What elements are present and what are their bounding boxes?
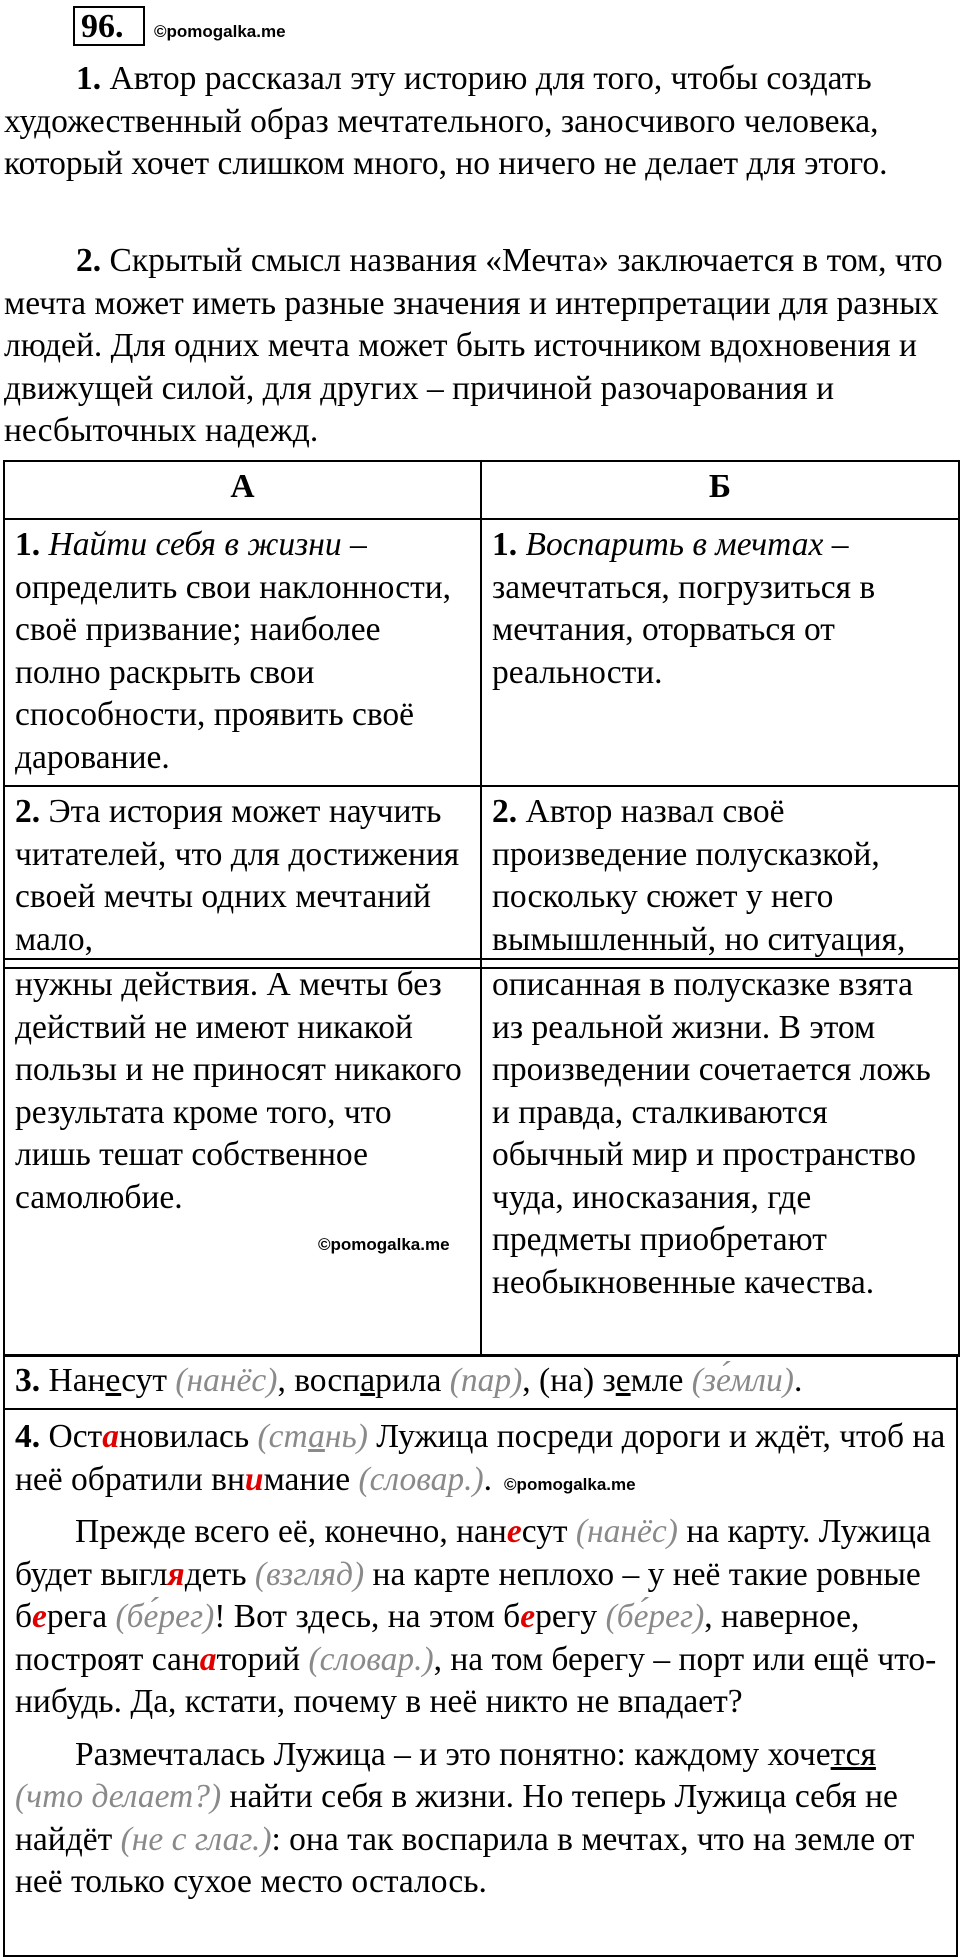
word-text: ! Вот здесь, на этом б (214, 1598, 521, 1635)
highlighted-letter: е (506, 1513, 522, 1550)
answer-1-text: Автор рассказал эту историю для того, чтобы создать художественный образ мечтательного, заносчивого человека, который хочет слишком много, но ничего не делает для этого. (4, 60, 888, 182)
table-row (4, 519, 959, 786)
cell-b2 (481, 786, 959, 968)
hint-part: а (308, 1418, 325, 1455)
word-text: новилась (118, 1418, 258, 1455)
word-text: Ост (48, 1418, 103, 1455)
word-text: з (602, 1362, 616, 1399)
word-text: регу (535, 1598, 606, 1635)
item-4-paragraph-3 (15, 1734, 946, 1904)
hint-part: (ст (257, 1418, 309, 1455)
item-3 (3, 1354, 958, 1410)
check-word: (бе́рег) (605, 1598, 705, 1635)
table-row (4, 786, 959, 968)
exercise-number: 96. (73, 6, 145, 46)
word-text: сут (521, 1513, 576, 1550)
check-word: (что делает?) (15, 1778, 222, 1815)
watermark-top: ©pomogalka.me (154, 22, 286, 41)
word-text: , наверное, построят сан (15, 1598, 860, 1678)
item-4-line-1 (15, 1416, 946, 1501)
word-text: Лужица посреди дороги и ждёт, чтоб на неё обратили вн (15, 1418, 946, 1498)
word-text: деть (184, 1555, 255, 1593)
underlined-vowel: е (615, 1362, 631, 1399)
item-4-number: 4. (15, 1418, 41, 1455)
cell-b1 (481, 519, 959, 786)
cell-b1-phrase: Воспарить в мечтах (525, 526, 824, 563)
item-4-paragraph-2 (15, 1511, 946, 1724)
item-3-number: 3. (15, 1362, 41, 1399)
check-word: (бе́рег) (115, 1598, 215, 1635)
word-text: мание (263, 1460, 359, 1498)
word-text: восп (294, 1362, 361, 1399)
word-text: Размечталась Лужица – и это понятно: каждому хоче (75, 1735, 831, 1773)
word-text: , на том берегу – порт или ещё что-нибудь. Да, кстати, почему в неё никто не впадает? (15, 1640, 937, 1720)
check-word: (зе́мли) (691, 1362, 794, 1399)
table-row (4, 959, 959, 1356)
check-word: (взгляд) (254, 1555, 365, 1593)
cell-a2-text: Эта история может научить читателей, что для достижения своей мечты одних мечтаний мало, (15, 793, 460, 958)
word-text: Нан (48, 1362, 106, 1399)
highlighted-letter: е (32, 1598, 47, 1635)
column-header-a: А (4, 461, 481, 519)
word-text: на карте неплохо – у неё такие ровные б (15, 1555, 921, 1635)
answer-2-number: 2. (76, 242, 102, 279)
word-text: найдёт (15, 1820, 121, 1858)
answer-2 (4, 240, 956, 453)
highlighted-letter: е (520, 1598, 536, 1635)
highlighted-letter: а (102, 1418, 119, 1455)
cell-a3: нужны действия. А мечты без действий не имеют никакой пользы и не приносят никакого результата кроме того, что лишь тешат собственное самолюбие. (4, 959, 481, 1356)
cell-b1-text: – замечтаться, погрузиться в мечтания, оторваться от реальности. (492, 526, 876, 691)
underlined-ending: тся (830, 1735, 876, 1773)
word-text: рега (46, 1598, 116, 1635)
answer-1 (4, 58, 956, 186)
word-text: рила (375, 1362, 442, 1399)
cell-a1-text: – определить свои наклонности, своё призвание; наиболее полно раскрыть свои способности, проявить своё дарование. (15, 526, 452, 776)
word-text: Прежде всего её, конечно, нан (75, 1513, 507, 1550)
check-word: (словар.) (358, 1460, 484, 1498)
cell-a2-number: 2. (15, 793, 41, 830)
check-word (257, 1418, 367, 1455)
separator: , (на) (522, 1362, 603, 1399)
underlined-vowel: а (360, 1362, 376, 1399)
cell-b1-number: 1. (492, 526, 518, 563)
cell-a1 (4, 519, 481, 786)
check-word: (нанёс) (175, 1362, 278, 1399)
answer-1-number: 1. (76, 60, 102, 97)
cell-b2-number: 2. (492, 793, 518, 830)
cell-a1-number: 1. (15, 526, 41, 563)
word-text: : она так воспарила в мечтах, что на земле от неё только сухое место осталось. (15, 1820, 915, 1900)
watermark-cell: ©pomogalka.me (318, 1235, 450, 1254)
separator: , (277, 1362, 295, 1399)
phrase-table (3, 460, 960, 969)
phrase-table-continued (3, 958, 960, 1357)
check-word: (пар) (449, 1362, 523, 1399)
cell-a1-phrase: Найти себя в жизни (48, 526, 342, 563)
highlighted-letter: а (199, 1640, 217, 1678)
check-word: (нанёс) (575, 1513, 678, 1550)
cell-b2-text: Автор назвал своё произведение полусказкой, поскольку сюжет у него вымышленный, но ситуация, (492, 793, 906, 958)
column-header-b: Б (481, 461, 959, 519)
check-word: (словар.) (308, 1640, 434, 1678)
highlighted-letter: я (167, 1555, 185, 1593)
word-text: . (483, 1460, 493, 1498)
hint-part: нь) (324, 1418, 368, 1455)
cell-a2 (4, 786, 481, 968)
separator: . (793, 1362, 803, 1399)
highlighted-letter: и (244, 1460, 264, 1498)
watermark-inline: ©pomogalka.me (504, 1474, 636, 1494)
answer-2-text: Скрытый смысл названия «Мечта» заключается в том, что мечта может иметь разные значения и интерпретации для разных людей. Для одних мечта может быть источником вдохновения и движущей силой, для других – причиной разочарования и несбыточных надежд. (4, 242, 943, 449)
word-text: сут (121, 1362, 168, 1399)
item-4 (3, 1408, 958, 1957)
word-text: на карту. Лужица будет выгл (15, 1513, 931, 1593)
underlined-vowel: е (105, 1362, 122, 1399)
word-text: торий (216, 1640, 309, 1678)
table-header (4, 461, 959, 519)
cell-b3: описанная в полусказке взята из реальной жизни. В этом произведении сочетается ложь и правда, сталкиваются обычный мир и пространство чуда, иносказания, где предметы приобретают необыкновенные качества. (481, 959, 959, 1356)
word-text: найти себя в жизни. Но теперь Лужица себя не (221, 1778, 898, 1815)
word-text: мле (630, 1362, 684, 1399)
check-word: (не с глаг.) (120, 1820, 272, 1858)
